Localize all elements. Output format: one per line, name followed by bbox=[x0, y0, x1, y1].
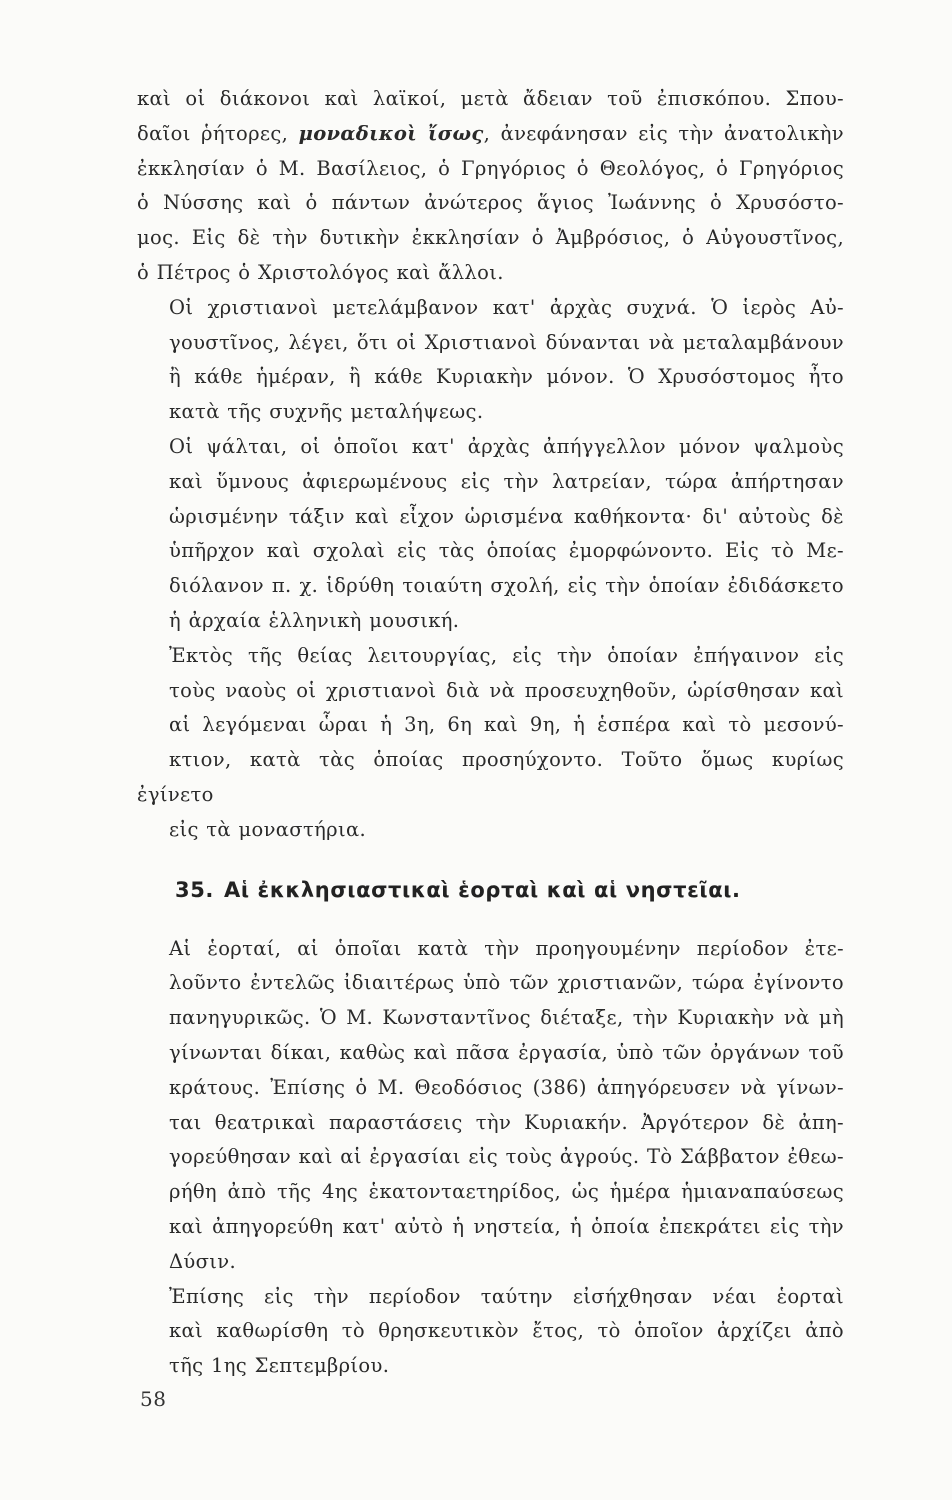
text-line: γορεύθησαν καὶ αἱ ἐργασίαι εἰς τοὺς ἀγρούς. Τὸ Σάββατον ἐθεω- bbox=[169, 1145, 844, 1169]
text-line: εἰς τὰ μοναστήρια. bbox=[169, 817, 367, 841]
text-line: καὶ οἱ διάκονοι καὶ λαϊκοί, μετὰ ἄδειαν τοῦ ἐπισκόπου. Σπου- bbox=[137, 87, 844, 110]
paragraph bbox=[137, 932, 844, 1280]
paragraph bbox=[137, 639, 844, 848]
text-line: γίνωνται δίκαι, καθὼς καὶ πᾶσα ἐργασία, ὑπὸ τῶν ὀργάνων τοῦ bbox=[169, 1040, 844, 1064]
text-line: ἡ ἀρχαία ἑλληνικὴ μουσική. bbox=[169, 608, 460, 632]
text-line: αἱ λεγόμεναι ὧραι ἡ 3η, 6η καὶ 9η, ἡ ἑσπέρα καὶ τὸ μεσονύ- bbox=[169, 713, 844, 737]
text-line: διόλανον π. χ. ἱδρύθη τοιαύτη σχολή, εἰς τὴν ὁποίαν ἐδιδάσκετο bbox=[169, 574, 844, 598]
text-line: ρήθη ἀπὸ τῆς 4ης ἑκατονταετηρίδος, ὡς ἡμέρα ἡμιαναπαύσεως bbox=[169, 1180, 844, 1204]
page-number: 58 bbox=[140, 1387, 167, 1411]
text-line: Ἐπίσης εἰς τὴν περίοδον ταύτην εἰσήχθησαν νέαι ἑορταὶ bbox=[169, 1284, 844, 1308]
paragraph bbox=[137, 82, 844, 291]
text-line: Οἱ χριστιανοὶ μετελάμβανον κατ' ἀρχὰς συχνά. Ὁ ἱερὸς Αὐ- bbox=[169, 295, 844, 319]
text-line: γουστῖνος, λέγει, ὅτι οἱ Χριστιανοὶ δύνανται νὰ μεταλαμβάνουν bbox=[169, 330, 844, 354]
text-line: λοῦντο ἐντελῶς ἰδιαιτέρως ὑπὸ τῶν χριστιανῶν, τώρα ἐγίνοντο bbox=[169, 971, 844, 995]
emphasized-phrase: μοναδικοὶ ἴσως bbox=[298, 121, 484, 145]
text-line: μος. Εἰς δὲ τὴν δυτικὴν ἐκκλησίαν ὁ Ἀμβρόσιος, ὁ Αὐγουστῖνος, bbox=[137, 226, 844, 250]
text-line: καὶ ὕμνους ἀφιερωμένους εἰς τὴν λατρείαν, τώρα ἀπήρτησαν bbox=[169, 469, 844, 493]
text-line: κτιον, κατὰ τὰς ὁποίας προσηύχοντο. Τοῦτο ὅμως κυρίως ἐγίνετο bbox=[137, 748, 844, 806]
text-line: ἢ κάθε ἡμέραν, ἢ κάθε Κυριακὴν μόνον. Ὁ Χρυσόστομος ἦτο bbox=[169, 365, 844, 389]
text-line: κατὰ τῆς συχνῆς μεταλήψεως. bbox=[169, 400, 484, 424]
text-line: Δύσιν. bbox=[169, 1249, 237, 1273]
section-title: Αἱ ἐκκλησιαστικαὶ ἑορταὶ καὶ αἱ νηστεῖαι. bbox=[224, 877, 741, 902]
text-line: καὶ ἀπηγορεύθη κατ' αὐτὸ ἡ νηστεία, ἡ ὁποία ἐπεκράτει εἰς τὴν bbox=[169, 1214, 844, 1238]
paragraph bbox=[137, 430, 844, 639]
text-line: ὡρισμένην τάξιν καὶ εἶχον ὡρισμένα καθήκοντα· δι' αὐτοὺς δὲ bbox=[169, 504, 844, 528]
text-line: ὁ Πέτρος ὁ Χριστολόγος καὶ ἄλλοι. bbox=[137, 260, 504, 284]
main-text bbox=[137, 82, 844, 1384]
text-line: Οἱ ψάλται, οἱ ὁποῖοι κατ' ἀρχὰς ἀπήγγελλον μόνον ψαλμοὺς bbox=[169, 434, 844, 458]
text-line: Αἱ ἑορταί, αἱ ὁποῖαι κατὰ τὴν προηγουμένην περίοδον ἐτε- bbox=[169, 936, 844, 960]
text-line: ὁ Νύσσης καὶ ὁ πάντων ἀνώτερος ἅγιος Ἰωάννης ὁ Χρυσόστο- bbox=[137, 191, 844, 215]
text-line: καὶ καθωρίσθη τὸ θρησκευτικὸν ἔτος, τὸ ὁποῖον ἀρχίζει ἀπὸ bbox=[169, 1319, 844, 1343]
text-line: ται θεατρικαὶ παραστάσεις τὴν Κυριακήν. Ἀργότερον δὲ ἀπη- bbox=[169, 1110, 844, 1134]
text-line: ὑπῆρχον καὶ σχολαὶ εἰς τὰς ὁποίας ἐμορφώνοντο. Εἰς τὸ Με- bbox=[169, 539, 844, 563]
text-line: κράτους. Ἐπίσης ὁ Μ. Θεοδόσιος (386) ἀπηγόρευσεν νὰ γίνων- bbox=[169, 1075, 844, 1099]
text-line: δαῖοι ῥήτορες, μοναδικοὶ ἴσως, ἀνεφάνησαν εἰς τὴν ἀνατολικὴν bbox=[137, 121, 844, 145]
text-line: Ἐκτὸς τῆς θείας λειτουργίας, εἰς τὴν ὁποίαν ἐπήγαινον εἰς bbox=[169, 643, 844, 667]
paragraph bbox=[137, 1280, 844, 1384]
text-line: ἐκκλησίαν ὁ Μ. Βασίλειος, ὁ Γρηγόριος ὁ Θεολόγος, ὁ Γρηγόριος bbox=[137, 156, 844, 180]
text-line: τοὺς ναοὺς οἱ χριστιανοὶ διὰ νὰ προσευχηθοῦν, ὡρίσθησαν καὶ bbox=[169, 678, 844, 702]
section-number: 35. bbox=[175, 877, 215, 902]
text-line: πανηγυρικῶς. Ὁ Μ. Κωνσταντῖνος διέταξε, τὴν Κυριακὴν νὰ μὴ bbox=[169, 1006, 844, 1030]
paragraph bbox=[137, 291, 844, 430]
text-line: τῆς 1ης Σεπτεμβρίου. bbox=[169, 1354, 390, 1378]
section-heading bbox=[137, 870, 844, 910]
